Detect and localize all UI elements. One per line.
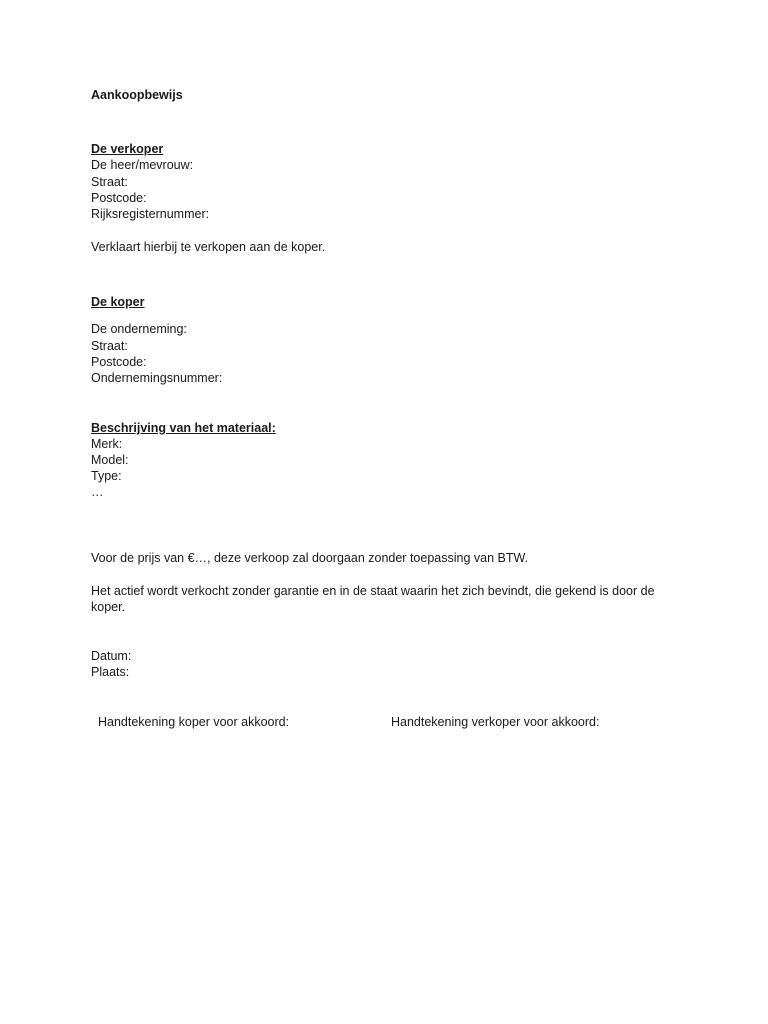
date-label: Datum:: [91, 649, 132, 663]
warranty-text: Het actief wordt verkocht zonder garantie en in de staat waarin het zich bevindt, die gekend is door de koper.: [91, 584, 655, 614]
seller-field-street: Straat:: [91, 175, 128, 189]
seller-field-postcode: Postcode:: [91, 191, 147, 205]
seller-field-name: De heer/mevrouw:: [91, 158, 194, 172]
seller-field-register-number: Rijksregisternummer:: [91, 207, 210, 221]
material-field-brand: Merk:: [91, 437, 123, 451]
material-field-ellipsis: …: [91, 485, 104, 499]
buyer-field-street: Straat:: [91, 339, 128, 353]
signature-seller-label: Handtekening verkoper voor akkoord:: [391, 715, 600, 729]
place-label: Plaats:: [91, 665, 130, 679]
buyer-field-postcode: Postcode:: [91, 355, 147, 369]
price-text: Voor de prijs van €…, deze verkoop zal doorgaan zonder toepassing van BTW.: [91, 551, 529, 565]
material-field-model: Model:: [91, 453, 129, 467]
document-title: Aankoopbewijs: [91, 88, 183, 102]
buyer-heading: De koper: [91, 295, 145, 309]
buyer-field-company: De onderneming:: [91, 322, 187, 336]
seller-declaration: Verklaart hierbij te verkopen aan de koper.: [91, 240, 326, 254]
buyer-field-company-number: Ondernemingsnummer:: [91, 371, 223, 385]
material-heading: Beschrijving van het materiaal:: [91, 421, 276, 435]
material-field-type: Type:: [91, 469, 122, 483]
signature-buyer-label: Handtekening koper voor akkoord:: [98, 715, 290, 729]
seller-heading: De verkoper: [91, 142, 164, 156]
